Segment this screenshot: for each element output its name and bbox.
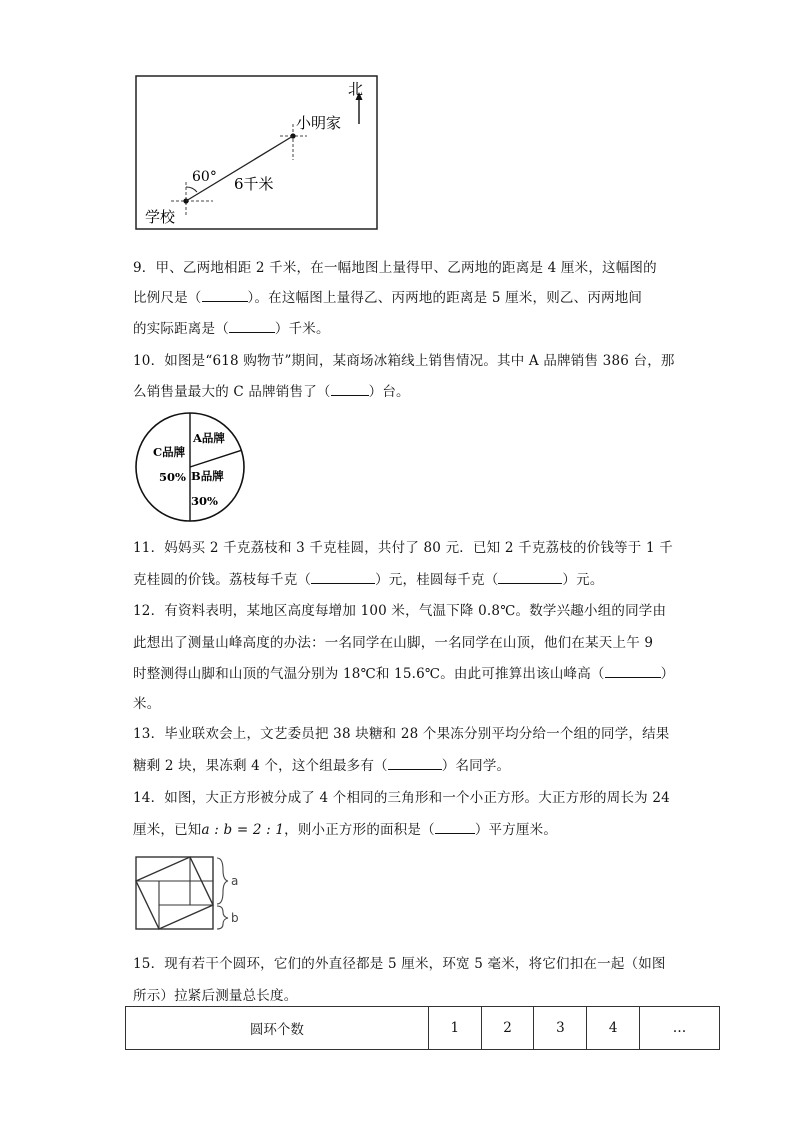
tilted-square <box>136 857 213 929</box>
q14-line1: 14．如图，大正方形被分成了 4 个相同的三角形和一个小正方形。大正方形的周长为 24 <box>133 790 670 806</box>
q14-answer-blank[interactable] <box>435 833 475 834</box>
pie-value-label: 30% <box>191 494 218 508</box>
q12-text-b: ） <box>660 666 675 682</box>
table-cell: 2 <box>481 1007 534 1050</box>
brace-b-icon <box>217 906 228 929</box>
q11-answer-blank-2[interactable] <box>498 583 562 584</box>
map-figure <box>133 72 383 234</box>
table-cell: 1 <box>428 1007 481 1050</box>
q9-text-c: 的实际距离是（ <box>133 321 229 337</box>
distance-label: 6千米 <box>234 175 274 193</box>
q13-text-b: ）名同学。 <box>441 758 511 774</box>
angle-label: 60° <box>192 169 217 185</box>
q10-line1: 10．如图是“618 购物节”期间，某商场冰箱线上销售情况。其中 A 品牌销售 386 台，那 <box>133 353 675 369</box>
q9-text-a: 比例尺是（ <box>133 290 202 306</box>
q15-line1: 15．现有若干个圆环，它们的外直径都是 5 厘米，环宽 5 毫米，将它们扣在一起（如图 <box>133 956 666 972</box>
pie-slice-label: A品牌 <box>193 431 225 445</box>
pie-slice-label: B品牌 <box>191 469 224 483</box>
angle-arc <box>186 187 197 192</box>
pie-slice-label: C品牌 <box>153 445 186 459</box>
table-cell: 3 <box>534 1007 587 1050</box>
north-label: 北 <box>348 80 364 98</box>
q14-text-b: ，则小正方形的面积是（ <box>284 822 435 838</box>
q12-line4: 米。 <box>133 696 161 712</box>
q10-answer-blank[interactable] <box>331 395 369 396</box>
q12-text-a: 时整测得山脚和山顶的气温分别为 18℃和 15.6℃。由此可推算出该山峰高（ <box>133 666 605 682</box>
q13-line1: 13．毕业联欢会上，文艺委员把 38 块糖和 28 个果冻分别平均分给一个组的同学，结果 <box>133 726 670 742</box>
q13-text-a: 糖剩 2 块，果冻剩 4 个，这个组最多有（ <box>133 758 388 774</box>
q13-line2 <box>133 754 510 774</box>
q14-text-c: ）平方厘米。 <box>474 822 558 838</box>
q9-text-b: ）。在这幅图上量得乙、丙两地的距离是 5 厘米，则乙、丙两地间 <box>247 290 643 306</box>
q9-line2 <box>133 286 642 306</box>
small-square <box>159 881 190 905</box>
q12-answer-blank[interactable] <box>605 677 661 678</box>
q11-line2 <box>133 568 604 588</box>
table-row <box>126 1007 720 1050</box>
table-cell: 圆环个数 <box>126 1007 429 1050</box>
brace-a-icon <box>217 858 228 904</box>
q14-ratio: a : b = 2 : 1 <box>201 822 285 838</box>
q14-line2 <box>133 818 557 838</box>
table-cell: … <box>640 1007 720 1050</box>
q11-text-b: ）元，桂圆每千克（ <box>375 572 499 588</box>
table-cell: 4 <box>587 1007 640 1050</box>
q14-text-a: 厘米，已知 <box>133 822 202 838</box>
q13-answer-blank[interactable] <box>388 769 442 770</box>
q9-text-d: ）千米。 <box>274 321 330 337</box>
home-label: 小明家 <box>296 114 342 132</box>
q11-text-c: ）元。 <box>562 572 604 588</box>
q15-line2: 所示）拉紧后测量总长度。 <box>133 988 298 1004</box>
q9-answer-blank-1[interactable] <box>202 301 248 302</box>
label-b: b <box>231 911 239 925</box>
q12-line3 <box>133 662 674 682</box>
q10-text-b: ）台。 <box>368 384 410 400</box>
q11-line1: 11．妈妈买 2 千克荔枝和 3 千克桂圆，共付了 80 元．已知 2 千克荔枝的价钱等于 1 千 <box>133 540 673 556</box>
q10-text-a: 么销售量最大的 C 品牌销售了（ <box>133 384 331 400</box>
label-a: a <box>231 874 239 888</box>
squares-figure <box>133 852 248 934</box>
map-frame <box>136 76 377 229</box>
pie-value-label: 50% <box>159 470 186 484</box>
q9-line1: 9．甲、乙两地相距 2 千米，在一幅地图上量得甲、乙两地的距离是 4 厘米，这幅图的 <box>133 260 657 276</box>
q12-line1: 12．有资料表明，某地区高度每增加 100 米，气温下降 0.8℃。数学兴趣小组的同学由 <box>133 603 667 619</box>
q9-line3 <box>133 317 330 337</box>
q11-answer-blank-1[interactable] <box>311 583 375 584</box>
q10-line2 <box>133 380 410 400</box>
q9-answer-blank-2[interactable] <box>229 332 275 333</box>
rings-table <box>125 1006 720 1050</box>
school-label: 学校 <box>145 208 176 226</box>
q12-line2: 此想出了测量山峰高度的办法：一名同学在山脚，一名同学在山顶，他们在某天上午 9 <box>133 635 654 651</box>
q11-text-a: 克桂圆的价钱。荔枝每千克（ <box>133 572 312 588</box>
big-square <box>136 857 213 929</box>
pie-chart <box>133 410 247 524</box>
